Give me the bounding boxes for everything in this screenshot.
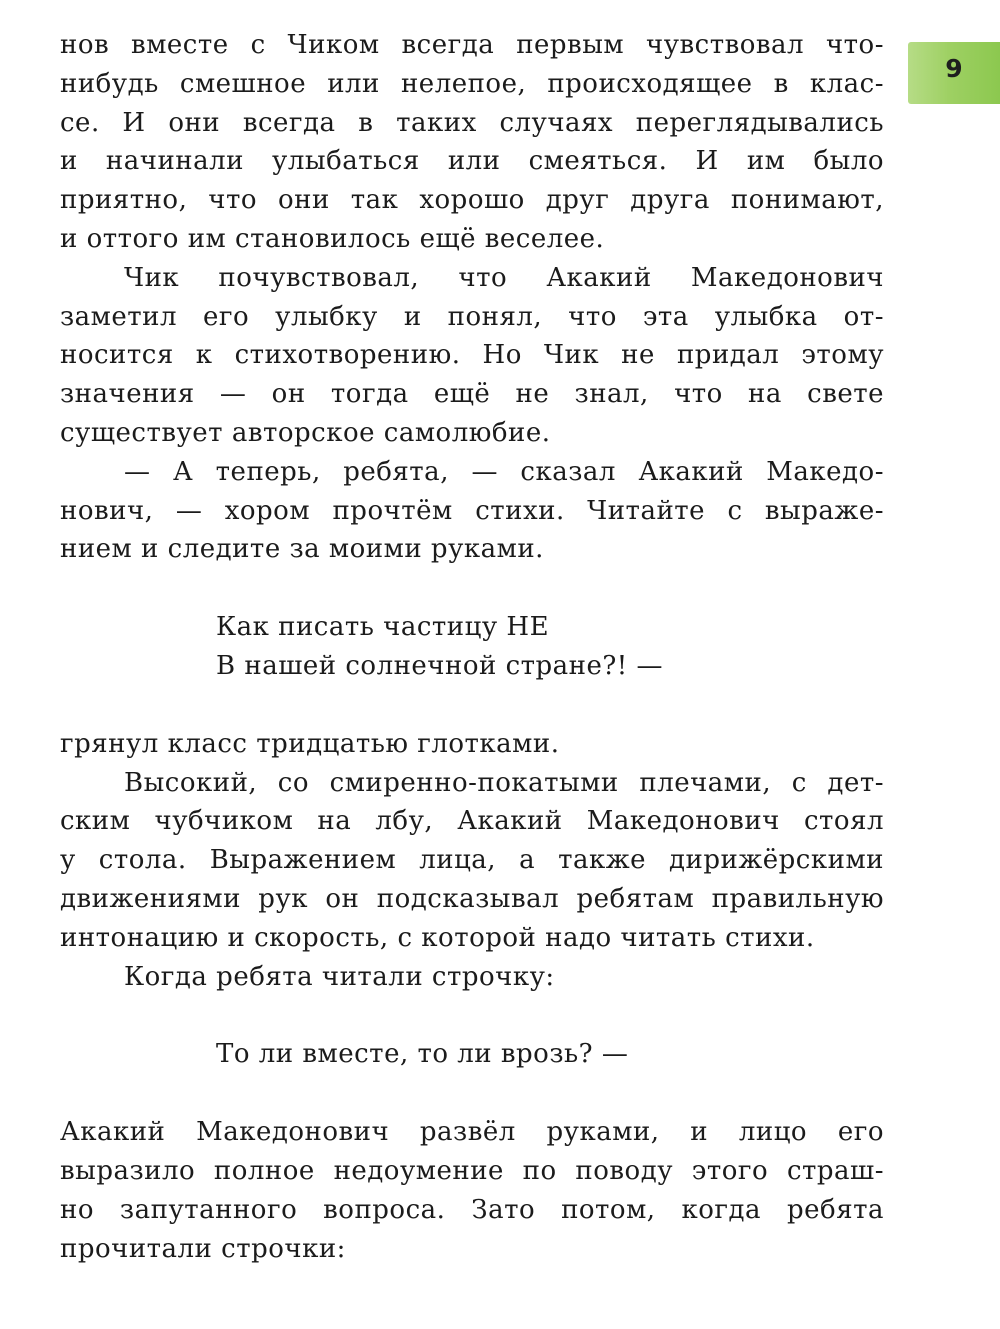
text-line: заметил его улыбку и понял, что эта улыбка от- [60, 301, 884, 332]
page-number-badge [908, 42, 1000, 104]
paragraph [60, 764, 884, 958]
text-line: у стола. Выражением лица, а также дирижёрскими [60, 845, 884, 876]
verse [60, 608, 884, 686]
paragraph [60, 26, 884, 259]
text-line: Высокий, со смиренно-покатыми плечами, с дет- [124, 767, 884, 798]
text-line: Акакий Македонович развёл руками, и лицо его [60, 1117, 884, 1148]
text-line: Когда ребята читали строчку: [124, 961, 555, 992]
paragraph [60, 958, 884, 997]
text-line: интонацию и скорость, с которой надо читать стихи. [60, 922, 815, 953]
text-line: нович, — хором прочтём стихи. Читайте с выраже- [60, 495, 884, 526]
text-line: нибудь смешное или нелепое, происходящее в клас- [60, 68, 884, 99]
text-line: прочитали строчки: [60, 1233, 346, 1264]
text-line: се. И они всегда в таких случаях переглядывались [60, 107, 884, 138]
paragraph [60, 1113, 884, 1268]
text-line: нием и следите за моими руками. [60, 534, 544, 565]
text-line: — А теперь, ребята, — сказал Акакий Македо- [124, 456, 884, 487]
paragraph [60, 259, 884, 453]
text-line: ским чубчиком на лбу, Акакий Македонович стоял [60, 806, 884, 837]
text-line: выразило полное недоумение по поводу этого страш- [60, 1155, 884, 1186]
paragraph [60, 725, 884, 764]
text-line: нов вместе с Чиком всегда первым чувствовал что- [60, 30, 884, 60]
text-line: движениями рук он подсказывал ребятам правильную [60, 883, 884, 914]
text-line: существует авторское самолюбие. [60, 417, 551, 448]
verse-line: Как писать частицу НЕ [216, 612, 550, 643]
text-line: но запутанного вопроса. Зато потом, когда ребята [60, 1194, 884, 1225]
text-line: Чик почувствовал, что Акакий Македонович [124, 262, 884, 293]
text-line: грянул класс тридцатью глотками. [60, 728, 560, 759]
paragraph [60, 453, 884, 569]
text-line: и начинали улыбаться или смеяться. И им было [60, 146, 884, 177]
page-number: 9 [945, 54, 963, 83]
text-line: приятно, что они так хорошо друг друга понимают, [60, 185, 884, 216]
body-text [60, 26, 884, 1268]
verse-line: В нашей солнечной стране?! — [216, 650, 664, 681]
verse-line: То ли вместе, то ли врозь? — [216, 1039, 629, 1070]
text-line: носится к стихотворению. Но Чик не придал этому [60, 340, 884, 371]
text-line: и оттого им становилось ещё веселее. [60, 223, 605, 254]
text-line: значения — он тогда ещё не знал, что на свете [60, 379, 884, 410]
verse [60, 1035, 884, 1074]
